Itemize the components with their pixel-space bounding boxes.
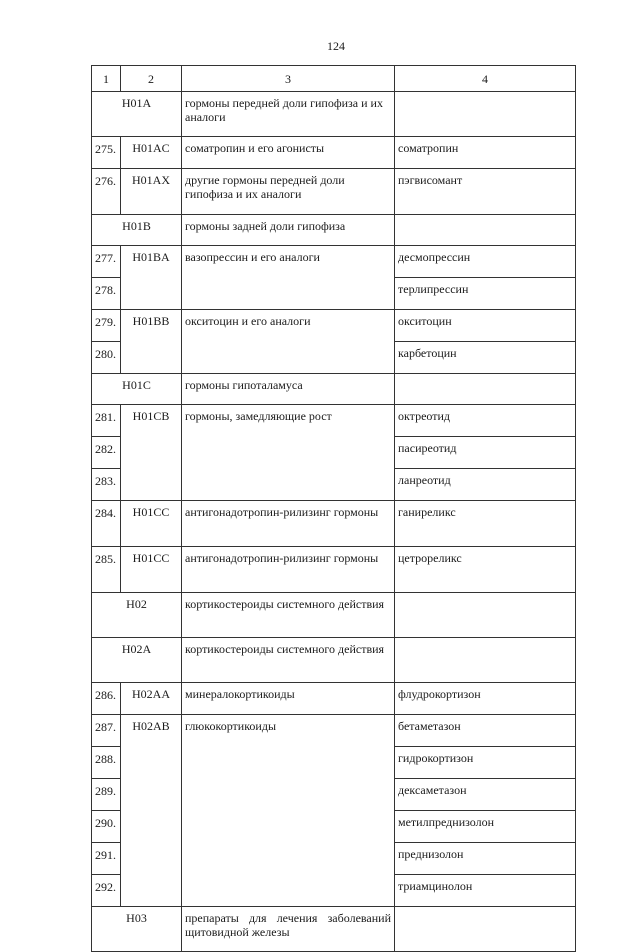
table-row	[92, 405, 576, 437]
group-name-cell: гормоны передней доли гипофиза и их аналоги	[182, 92, 395, 137]
group-name-cell: гормоны задней доли гипофиза	[182, 215, 395, 246]
row-number-cell: 279.	[92, 310, 121, 342]
table-row	[92, 169, 576, 215]
drug-cell	[395, 374, 576, 405]
row-number-cell: 277.	[92, 246, 121, 278]
group-row	[92, 374, 576, 405]
table-row	[92, 246, 576, 278]
row-number-cell: 283.	[92, 469, 121, 501]
group-row	[92, 638, 576, 683]
row-number-cell: 285.	[92, 547, 121, 593]
table-body	[92, 66, 576, 952]
group-row	[92, 215, 576, 246]
row-number-cell: 278.	[92, 278, 121, 310]
group-name-cell: гормоны, замедляющие рост	[182, 405, 395, 501]
atc-code-cell: H01AX	[121, 169, 182, 215]
row-number-cell: 281.	[92, 405, 121, 437]
row-number-cell: 290.	[92, 811, 121, 843]
page-number: 124	[327, 39, 345, 53]
drug-cell: пэгвисомант	[395, 169, 576, 215]
group-code-cell: H01C	[92, 374, 182, 405]
drug-cell: дексаметазон	[395, 779, 576, 811]
drug-cell: ланреотид	[395, 469, 576, 501]
row-number-cell: 284.	[92, 501, 121, 547]
drug-cell	[395, 907, 576, 952]
atc-code-cell: H01BB	[121, 310, 182, 374]
header-cell-1: 1	[92, 66, 121, 92]
group-code-cell: H03	[92, 907, 182, 952]
drug-cell: триамцинолон	[395, 875, 576, 907]
atc-code-cell: H01CC	[121, 547, 182, 593]
drug-cell: флудрокортизон	[395, 683, 576, 715]
drug-cell: ганиреликс	[395, 501, 576, 547]
atc-code-cell: H01CB	[121, 405, 182, 501]
drug-cell: гидрокортизон	[395, 747, 576, 779]
group-name-cell: антигонадотропин-рилизинг гормоны	[182, 547, 395, 593]
drug-cell	[395, 215, 576, 246]
table-row	[92, 547, 576, 593]
header-cell-4: 4	[395, 66, 576, 92]
row-number-cell: 275.	[92, 137, 121, 169]
table-row	[92, 310, 576, 342]
header-cell-3: 3	[182, 66, 395, 92]
group-name-cell: соматропин и его агонисты	[182, 137, 395, 169]
row-number-cell: 289.	[92, 779, 121, 811]
drug-cell: метилпреднизолон	[395, 811, 576, 843]
row-number-cell: 287.	[92, 715, 121, 747]
group-code-cell: H02A	[92, 638, 182, 683]
group-row	[92, 907, 576, 952]
group-name-cell: кортикостероиды системного действия	[182, 638, 395, 683]
header-cell-2: 2	[121, 66, 182, 92]
row-number-cell: 276.	[92, 169, 121, 215]
drug-cell: октреотид	[395, 405, 576, 437]
atc-code-cell: H01CC	[121, 501, 182, 547]
table-row	[92, 715, 576, 747]
group-code-cell: H01B	[92, 215, 182, 246]
row-number-cell: 286.	[92, 683, 121, 715]
group-name-cell: другие гормоны передней доли гипофиза и их аналоги	[182, 169, 395, 215]
atc-code-cell: H02AA	[121, 683, 182, 715]
atc-code-cell: H01AC	[121, 137, 182, 169]
drug-cell: десмопрессин	[395, 246, 576, 278]
group-name-cell: глюкокортикоиды	[182, 715, 395, 907]
group-name-cell: окситоцин и его аналоги	[182, 310, 395, 374]
row-number-cell: 282.	[92, 437, 121, 469]
drug-cell	[395, 92, 576, 137]
header-row	[92, 66, 576, 92]
drug-cell: соматропин	[395, 137, 576, 169]
drug-cell: окситоцин	[395, 310, 576, 342]
drug-cell: пасиреотид	[395, 437, 576, 469]
row-number-cell: 288.	[92, 747, 121, 779]
row-number-cell: 292.	[92, 875, 121, 907]
table-row	[92, 137, 576, 169]
drug-cell: цетрореликс	[395, 547, 576, 593]
drug-cell: терлипрессин	[395, 278, 576, 310]
group-name-cell: минералокортикоиды	[182, 683, 395, 715]
group-name-cell: препараты для лечения заболеваний щитовидной железы	[182, 907, 395, 952]
drug-cell	[395, 593, 576, 638]
group-code-cell: H02	[92, 593, 182, 638]
drug-table	[91, 65, 576, 952]
row-number-cell: 291.	[92, 843, 121, 875]
atc-code-cell: H01BA	[121, 246, 182, 310]
group-name-cell: антигонадотропин-рилизинг гормоны	[182, 501, 395, 547]
group-name-cell: гормоны гипоталамуса	[182, 374, 395, 405]
group-name-cell: кортикостероиды системного действия	[182, 593, 395, 638]
group-row	[92, 92, 576, 137]
drug-cell	[395, 638, 576, 683]
group-code-cell: H01A	[92, 92, 182, 137]
drug-cell: преднизолон	[395, 843, 576, 875]
table-row	[92, 501, 576, 547]
drug-cell: карбетоцин	[395, 342, 576, 374]
drug-cell: бетаметазон	[395, 715, 576, 747]
atc-code-cell: H02AB	[121, 715, 182, 907]
group-name-cell: вазопрессин и его аналоги	[182, 246, 395, 310]
row-number-cell: 280.	[92, 342, 121, 374]
group-row	[92, 593, 576, 638]
table-row	[92, 683, 576, 715]
